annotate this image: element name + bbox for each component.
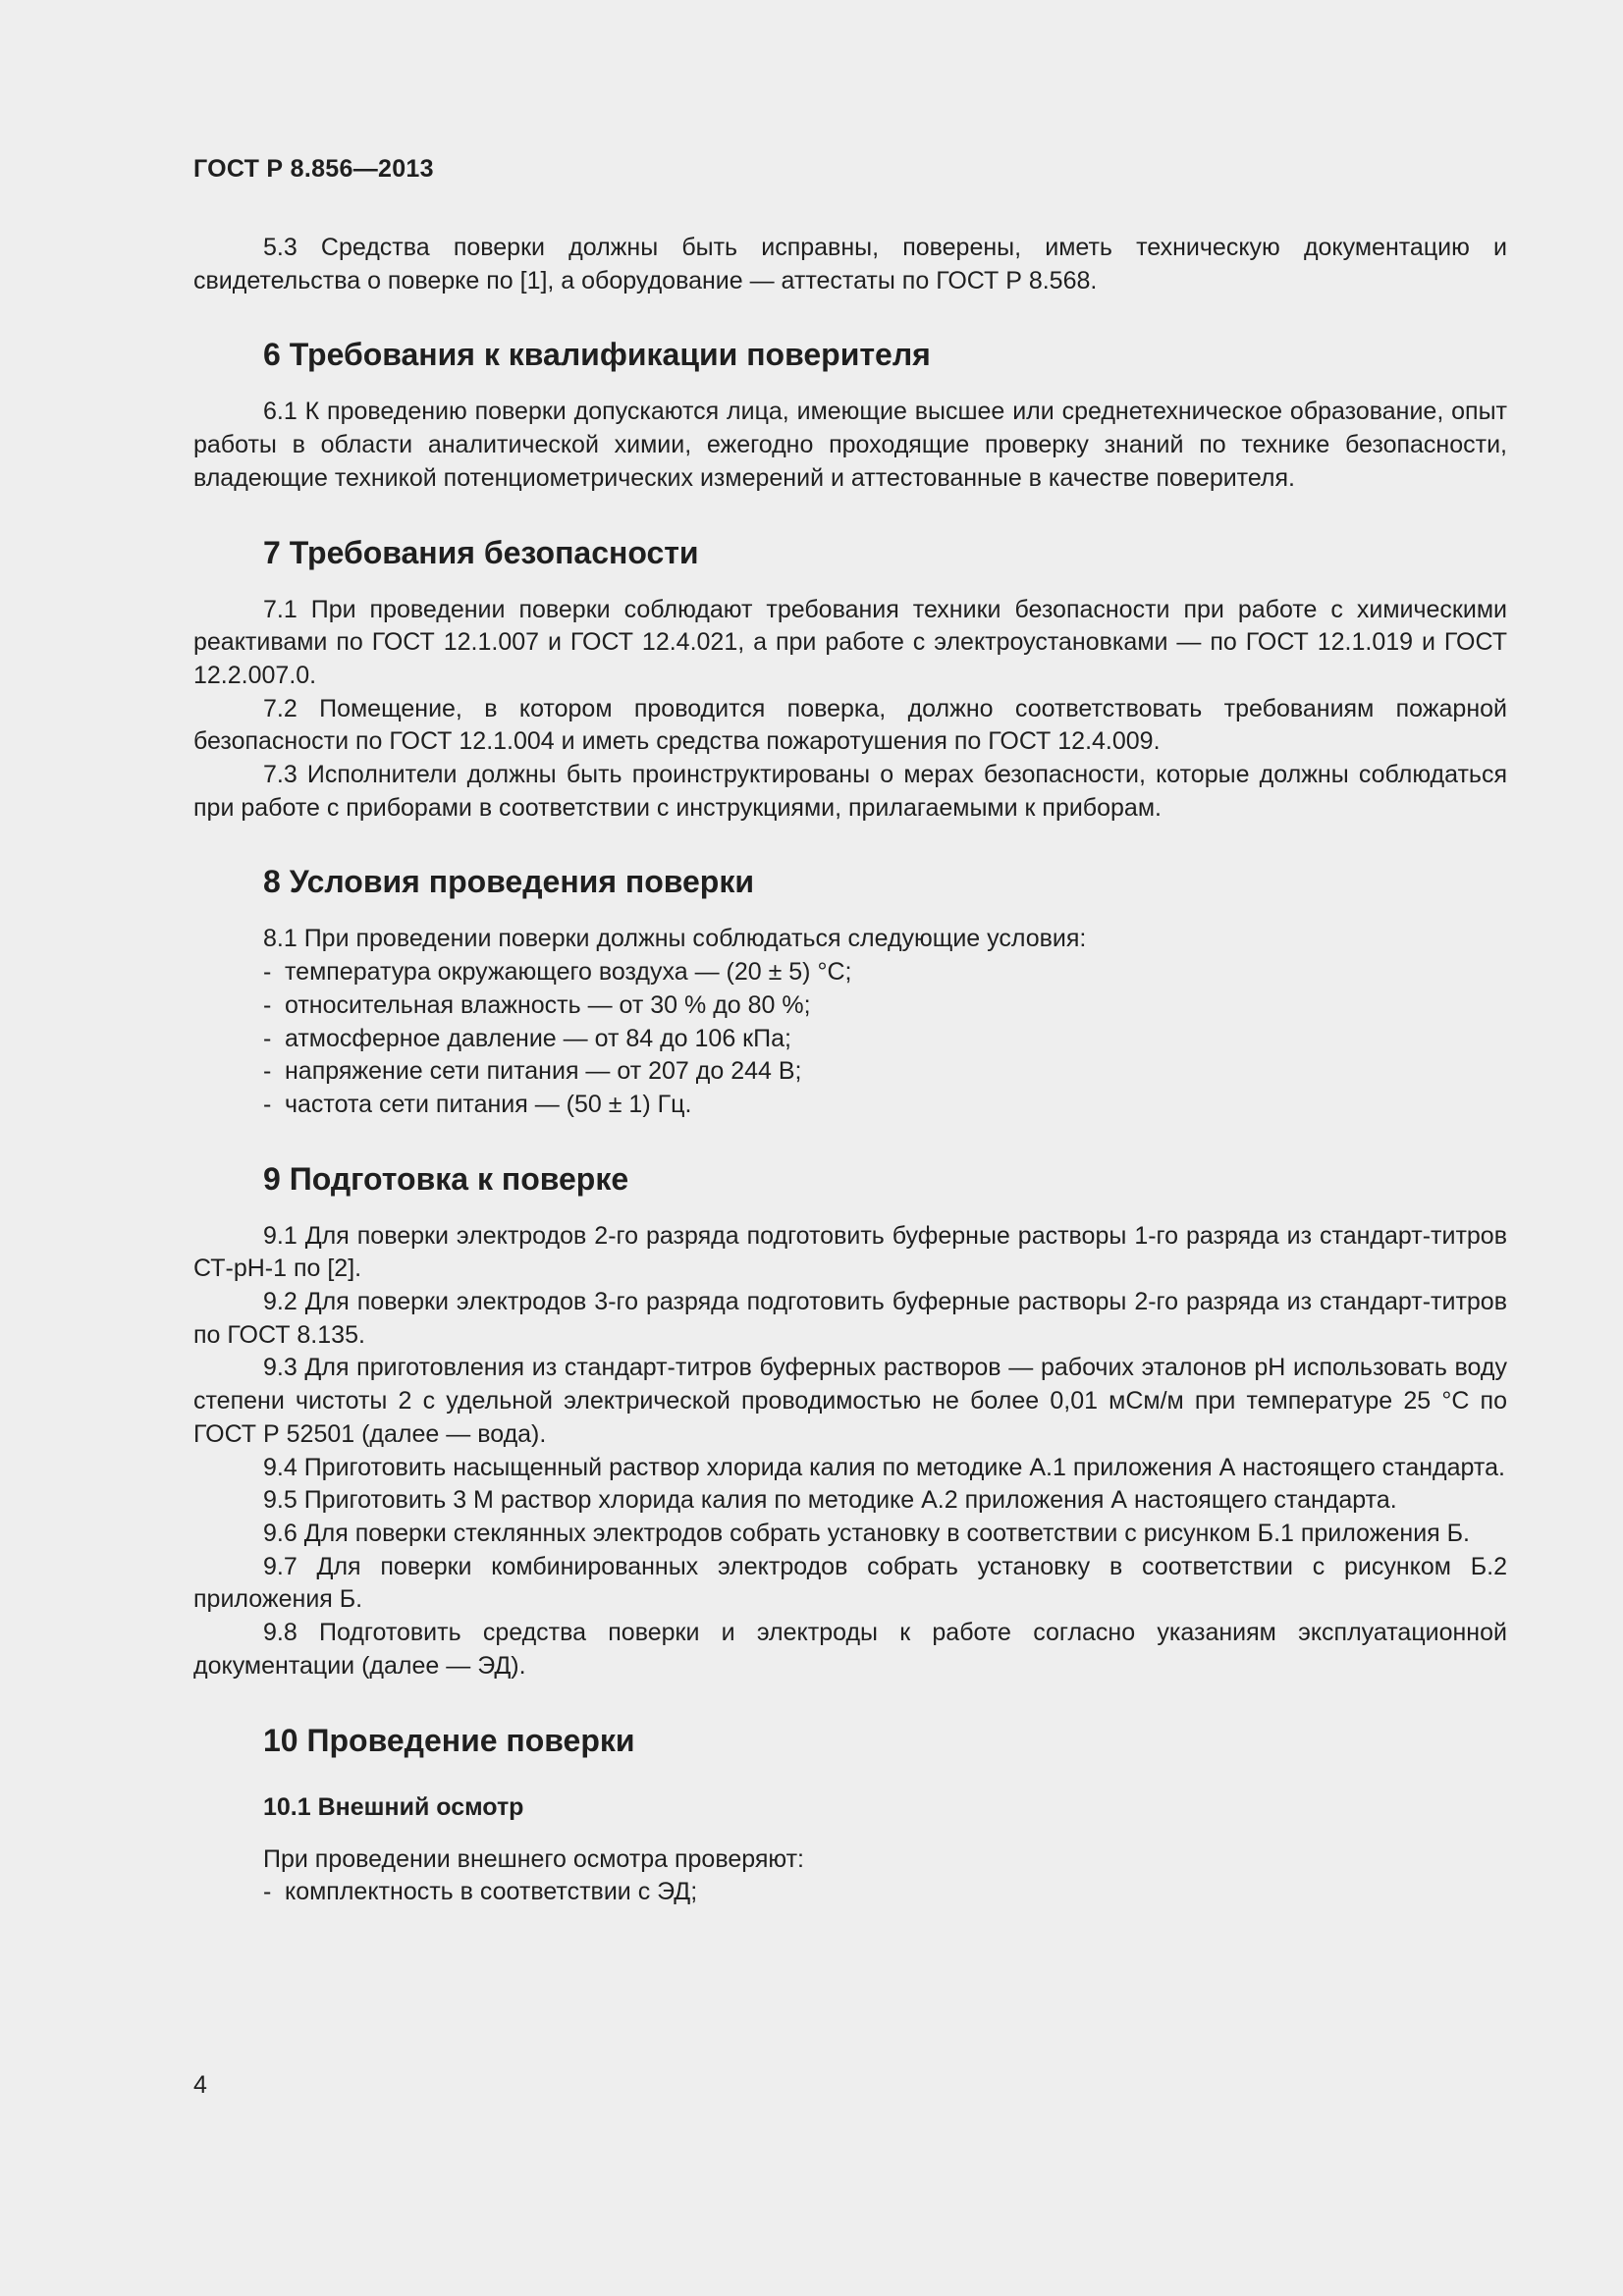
paragraph-9-7: 9.7 Для поверки комбинированных электродов собрать установку в соответствии с рисунком Б.2 приложения Б. [193, 1552, 1507, 1614]
list-item: - относительная влажность — от 30 % до 80 %; [263, 990, 811, 1019]
document-code: ГОСТ Р 8.856—2013 [193, 155, 434, 183]
paragraph-6-1: 6.1 К проведению поверки допускаются лица, имеющие высшее или среднетехническое образование, опыт работы в области аналитической химии, ежегодно проходящие проверку знаний по технике безопасности, владеющие техникой потенциометрических измерений и аттестованные в качестве поверителя. [193, 398, 1507, 492]
paragraph-7-3: 7.3 Исполнители должны быть проинструктированы о мерах безопасности, которые должны соблюдаться при работе с приборами в соответствии с инструкциями, прилагаемыми к приборам. [193, 761, 1507, 822]
paragraph-10-1-intro: При проведении внешнего осмотра проверяют: [263, 1844, 804, 1873]
page-content [193, 147, 1507, 1909]
paragraph-9-6: 9.6 Для поверки стеклянных электродов собрать установку в соответствии с рисунком Б.1 приложения Б. [263, 1519, 1470, 1547]
paragraph-9-1: 9.1 Для поверки электродов 2-го разряда подготовить буферные растворы 1-го разряда из стандарт-титров СТ-рН-1 по [2]. [193, 1221, 1507, 1283]
section-6-heading: 6 Требования к квалификации поверителя [263, 337, 931, 373]
paragraph-7-2: 7.2 Помещение, в котором проводится поверка, должно соответствовать требованиям пожарной безопасности по ГОСТ 12.1.004 и иметь средства пожаротушения по ГОСТ 12.4.009. [193, 694, 1507, 756]
paragraph-7-1: 7.1 При проведении поверки соблюдают требования техники безопасности при работе с химическими реактивами по ГОСТ 12.1.007 и ГОСТ 12.4.021, а при работе с электроустановками — по ГОСТ 12.1.019 и ГОСТ 12.2.007.0. [193, 595, 1507, 689]
list-item: - частота сети питания — (50 ± 1) Гц. [263, 1090, 692, 1118]
list-item: - напряжение сети питания — от 207 до 244 В; [263, 1057, 802, 1086]
section-9-heading: 9 Подготовка к поверке [263, 1160, 629, 1197]
section-7-heading: 7 Требования безопасности [263, 534, 699, 570]
paragraph-9-3: 9.3 Для приготовления из стандарт-титров буферных растворов — рабочих эталонов рН использовать воду степени чистоты 2 с удельной электрической проводимостью не более 0,01 мСм/м при температуре 25 °С по ГОСТ Р 52501 (далее — вода). [193, 1354, 1507, 1448]
page-number: 4 [193, 2071, 207, 2099]
paragraph-9-8: 9.8 Подготовить средства поверки и электроды к работе согласно указаниям эксплуатационной документации (далее — ЭД). [193, 1619, 1507, 1680]
list-item: - комплектность в соответствии с ЭД; [263, 1878, 698, 1906]
paragraph-9-4: 9.4 Приготовить насыщенный раствор хлорида калия по методике А.1 приложения А настоящего стандарта. [263, 1453, 1505, 1481]
paragraph-8-1: 8.1 При проведении поверки должны соблюдаться следующие условия: [263, 925, 1087, 953]
list-item: - атмосферное давление — от 84 до 106 кПа; [263, 1024, 791, 1052]
section-8-heading: 8 Условия проведения поверки [263, 864, 755, 900]
subsection-10-1-heading: 10.1 Внешний осмотр [263, 1792, 524, 1821]
paragraph-9-2: 9.2 Для поверки электродов 3-го разряда подготовить буферные растворы 2-го разряда из стандарт-титров по ГОСТ 8.135. [193, 1288, 1507, 1349]
paragraph-9-5: 9.5 Приготовить 3 М раствор хлорида калия по методике А.2 приложения А настоящего стандарта. [263, 1486, 1397, 1515]
paragraph-5-3: 5.3 Средства поверки должны быть исправны, поверены, иметь техническую документацию и свидетельства о поверке по [1], а оборудование — аттестаты по ГОСТ Р 8.568. [193, 234, 1507, 294]
list-item: - температура окружающего воздуха — (20 ± 5) °С; [263, 958, 852, 987]
section-10-heading: 10 Проведение поверки [263, 1722, 635, 1758]
